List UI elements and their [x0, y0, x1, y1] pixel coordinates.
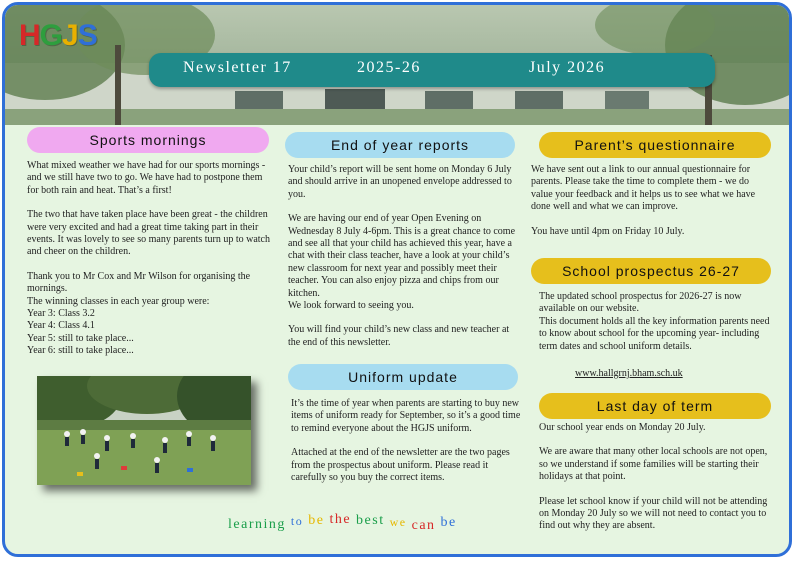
sports-paragraph: What mixed weather we have had for our sports mornings - and we still have two to go. We have had to postpone them for both rain and heat. That’s a first! — [27, 160, 266, 196]
uniform-update-heading: Uniform update — [288, 364, 518, 390]
parents-questionnaire-heading: Parent’s questionnaire — [539, 132, 771, 158]
school-prospectus-text — [539, 291, 771, 353]
newsletter-title-bar — [149, 53, 715, 87]
issue-date: July 2026 — [529, 59, 606, 76]
uniform-paragraph: It’s the time of year when parents are starting to buy new items of uniform ready for September, so it’s a good time to remind everyone about the HGJS uniform. — [291, 398, 521, 434]
motto-word: the — [329, 512, 352, 527]
questionnaire-paragraph: We have sent out a link to our annual questionnaire for parents. Please take the time to complete them - we do value your feedback and it helps us to see what we have done well and what we can improve. — [531, 164, 756, 213]
lastday-paragraph: Our school year ends on Monday 20 July. — [539, 422, 706, 433]
school-motto — [228, 512, 457, 533]
sports-paragraph: The winning classes in each year group were: — [27, 295, 210, 307]
winner-item: Year 6: still to take place... — [27, 345, 134, 357]
end-of-year-reports-text — [288, 164, 520, 349]
motto-word: to — [290, 514, 304, 528]
sports-day-photo — [37, 376, 251, 485]
last-day-of-term-heading: Last day of term — [539, 393, 771, 419]
sports-mornings-text — [27, 160, 271, 358]
end-of-year-reports-heading: End of year reports — [285, 132, 515, 158]
motto-word: learning — [228, 517, 286, 532]
motto-word: be — [440, 515, 457, 530]
reports-paragraph: We look forward to seeing you. — [288, 300, 414, 312]
logo-letter-s: S — [77, 19, 97, 52]
logo-letter-h: H — [19, 19, 40, 52]
last-day-of-term-text — [539, 422, 775, 533]
winner-item: Year 3: Class 3.2 — [27, 308, 95, 320]
school-year: 2025-26 — [357, 59, 421, 76]
school-logo — [19, 19, 97, 53]
winner-item: Year 4: Class 4.1 — [27, 320, 95, 332]
prospectus-paragraph: The updated school prospectus for 2026-27 is now available on our website. — [539, 291, 742, 315]
reports-paragraph: Your child’s report will be sent home on Monday 6 July and should arrive in an unopened envelope addressed to you. — [288, 164, 512, 200]
school-website-link[interactable]: www.hallgrnj.bham.sch.uk — [575, 368, 683, 379]
parents-questionnaire-text — [531, 164, 771, 238]
sports-paragraph: The two that have taken place have been great - the children were very excited and had a great time taking part in their events. It was lovely to see so many parents turn up to watch and cheer on the children. — [27, 209, 270, 258]
newsletter-frame — [2, 2, 792, 557]
uniform-paragraph: Attached at the end of the newsletter are the two pages from the prospectus about uniform. Please read it carefully so you buy the correct items. — [291, 447, 510, 484]
questionnaire-paragraph: You have until 4pm on Friday 10 July. — [531, 225, 685, 237]
lastday-paragraph: Please let school know if your child will not be attending on Monday 20 July so we will not need to contact you to find out why they are absent. — [539, 495, 768, 532]
logo-letter-j: J — [62, 19, 78, 52]
school-prospectus-heading: School prospectus 26-27 — [531, 258, 771, 284]
motto-word: we — [389, 515, 407, 529]
reports-paragraph: You will find your child’s new class and new teacher at the end of this newsletter. — [288, 324, 510, 348]
motto-word: can — [411, 518, 436, 533]
prospectus-paragraph: This document holds all the key information parents need to know about school for the upcoming year- including term dates and school uniform details. — [539, 315, 770, 352]
logo-letter-g: G — [39, 19, 63, 52]
lastday-paragraph: We are aware that many other local schools are not open, so we understand if some families will be starting their holidays at that point. — [539, 446, 768, 483]
winner-item: Year 5: still to take place... — [27, 332, 134, 344]
uniform-update-text — [291, 398, 523, 484]
sports-paragraph: Thank you to Mr Cox and Mr Wilson for organising the mornings. — [27, 270, 251, 295]
sports-mornings-heading: Sports mornings — [27, 127, 269, 153]
motto-word: best — [356, 513, 385, 528]
motto-word: be — [308, 513, 325, 528]
reports-paragraph: We are having our end of year Open Evening on Wednesday 8 July 4-6pm. This is a great chance to come and see all that your child has achieved this year, have a chat with their class teacher, have a look at your child’s new classroom for next year and possibly meet their teacher. You can also enjoy pizza and chips from our kitchen. — [288, 213, 516, 299]
newsletter-number: Newsletter 17 — [183, 59, 292, 76]
